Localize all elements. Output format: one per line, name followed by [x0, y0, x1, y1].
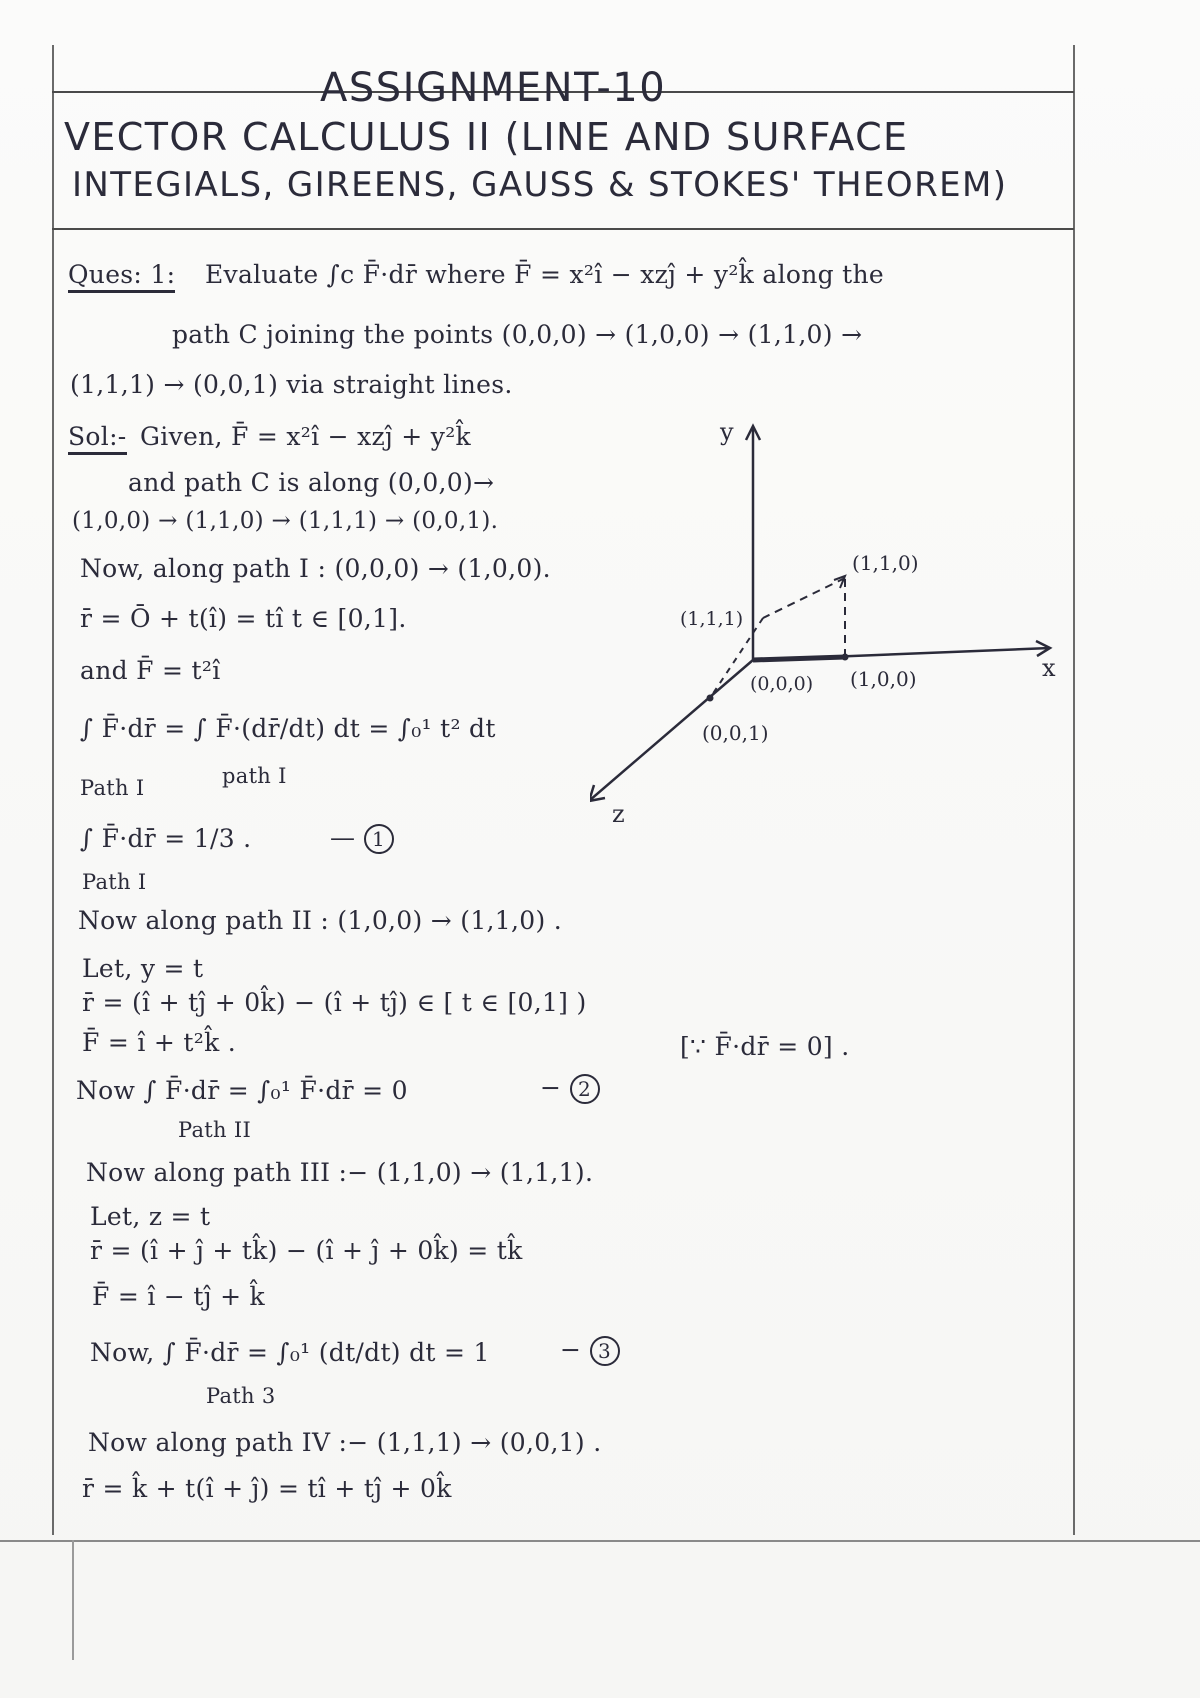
path3-segment [763, 578, 845, 618]
path-arrow-icon [834, 576, 845, 588]
equation-number-1-circle: 1 [364, 824, 394, 854]
path2-integral-subscript: Path II [178, 1118, 252, 1142]
question-number: Ques: 1: [68, 260, 175, 293]
question-line-2: path C joining the points (0,0,0) → (1,0,0) → (1,1,0) → [172, 320, 863, 349]
path-rest: (1,0,0) → (1,1,0) → (1,1,1) → (0,0,1). [72, 508, 499, 534]
topic-title-line-2: INTEGIALS, GIREENS, GAUSS & STOKES' THEOREM) [72, 165, 1008, 205]
y-axis-label: y [720, 418, 734, 446]
path4-heading: Now along path IV :− (1,1,1) → (0,0,1) . [88, 1428, 602, 1457]
equation-number-2: − 2 [540, 1074, 600, 1104]
path3-integral-subscript: Path 3 [206, 1384, 276, 1408]
point-001 [707, 695, 714, 702]
path2-heading: Now along path II : (1,0,0) → (1,1,0) . [78, 906, 563, 935]
header-rule-bottom [52, 228, 1074, 230]
z-axis-label: z [612, 800, 625, 828]
equation-number-1: — 1 [330, 824, 394, 854]
question-line-3: (1,1,1) → (0,0,1) via straight lines. [70, 370, 513, 399]
label-110: (1,1,0) [852, 551, 919, 575]
question-line-1: Evaluate ∫c F̄·dr̄ where F̄ = x²î − xzĵ + y²k̂ along the [205, 260, 885, 289]
equation-number-3: − 3 [560, 1336, 620, 1366]
path3-heading: Now along path III :− (1,1,0) → (1,1,1). [86, 1158, 594, 1187]
label-100: (1,0,0) [850, 667, 917, 691]
bottom-rule [0, 1540, 1200, 1542]
path2-field: F̄ = î + t²k̂ . [82, 1028, 237, 1057]
lower-margin-line [72, 1540, 74, 1660]
path1-position-vector: r̄ = Ō + t(î) = tî t ∈ [0,1]. [80, 604, 407, 633]
question-label [68, 262, 175, 287]
path1-result-subscript: Path I [82, 870, 147, 894]
topic-title-line-1: VECTOR CALCULUS II (LINE AND SURFACE [64, 115, 909, 159]
path1-result: ∫ F̄·dr̄ = 1/3 . [80, 824, 252, 853]
given-field: Given, F̄ = x²î − xzĵ + y²k̂ [140, 422, 471, 451]
path-diagram [590, 410, 1070, 830]
label-origin: (0,0,0) [750, 673, 814, 695]
path3-field: F̄ = î − tĵ + k̂ [92, 1282, 266, 1311]
path1-heading: Now, along path I : (0,0,0) → (1,0,0). [80, 554, 551, 583]
right-margin-line [1073, 45, 1075, 1535]
path2-integral: Now ∫ F̄·dr̄ = ∫₀¹ F̄·dr̄ = 0 [76, 1076, 408, 1105]
point-100 [842, 654, 849, 661]
path2-note: [∵ F̄·dr̄ = 0] . [680, 1032, 850, 1061]
solution-marker: Sol:- [68, 422, 127, 455]
path3-position-vector: r̄ = (î + ĵ + tk̂) − (î + ĵ + 0k̂) = tk̂ [90, 1236, 523, 1265]
x-axis-label: x [1042, 654, 1056, 682]
equation-number-2-circle: 2 [570, 1074, 600, 1104]
solution-label [68, 424, 127, 449]
path-intro: and path C is along (0,0,0)→ [128, 468, 495, 497]
equation-number-3-circle: 3 [590, 1336, 620, 1366]
path3-integral: Now, ∫ F̄·dr̄ = ∫₀¹ (dt/dt) dt = 1 [90, 1338, 490, 1367]
path3-let: Let, z = t [90, 1202, 211, 1231]
left-margin-line [52, 45, 54, 1535]
path2-position-vector: r̄ = (î + tĵ + 0k̂) − (î + tĵ) ∈ [ t ∈ [0,1] ) [82, 988, 587, 1017]
path4-position-vector: r̄ = k̂ + t(î + ĵ) = tî + tĵ + 0k̂ [82, 1474, 452, 1503]
path1-integral: ∫ F̄·dr̄ = ∫ F̄·(dr̄/dt) dt = ∫₀¹ t² dt [80, 714, 496, 743]
path1-segment [753, 657, 845, 660]
label-001: (0,0,1) [702, 721, 769, 745]
path1-field: and F̄ = t²î [80, 656, 221, 685]
assignment-heading: ASSIGNMENT-10 [320, 65, 667, 111]
label-111: (1,1,1) [680, 608, 744, 630]
path1-integral-subscript-1: Path I [80, 776, 145, 800]
path1-integral-subscript-2: path I [222, 764, 287, 788]
path2-let: Let, y = t [82, 954, 204, 983]
